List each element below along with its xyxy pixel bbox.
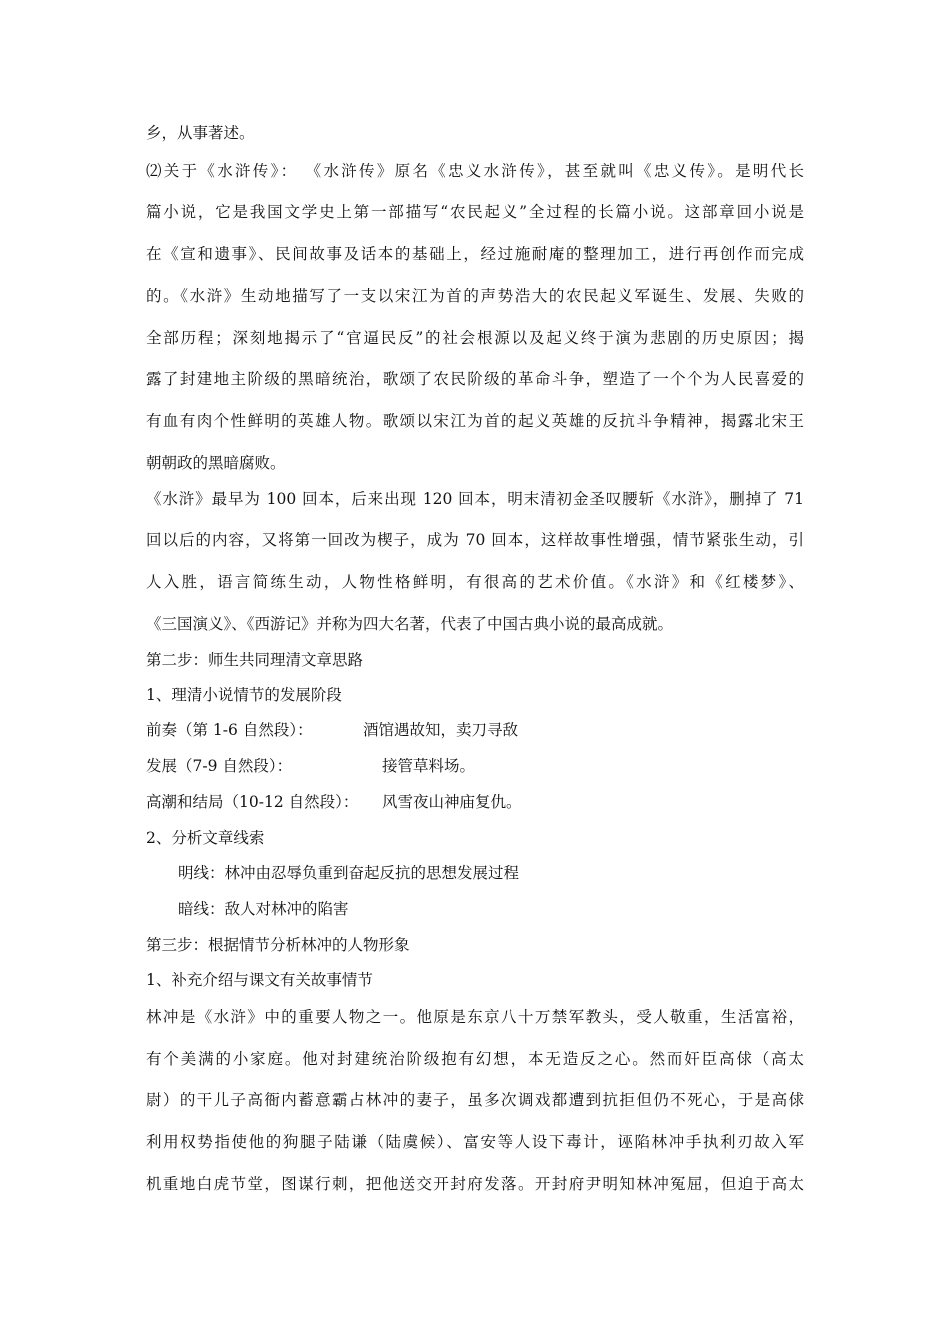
paragraph-line: 尉）的干儿子高衙内蓄意霸占林冲的妻子，虽多次调戏都遭到抗拒但仍不死心，于是高俅 [146,1091,804,1109]
stage-row [146,720,519,740]
paragraph-line: 朝朝政的黑暗腐败。 [146,454,286,472]
paragraph-line: 全部历程；深刻地揭示了“官逼民反”的社会根源以及起义终于演为悲剧的历史原因；揭 [146,329,804,347]
paragraph-line: 露了封建地主阶级的黑暗统治，歌颂了农民阶级的革命斗争，塑造了一个个为人民喜爱的 [146,370,804,388]
stage-row [146,756,476,776]
step3-heading: 第三步：根据情节分析林冲的人物形象 [146,936,410,954]
paragraph-line: 在《宣和遗事》、民间故事及话本的基础上，经过施耐庵的整理加工，进行再创作而完成 [146,245,804,263]
paragraph-line: 利用权势指使他的狗腿子陆谦（陆虞候）、富安等人设下毒计，诬陷林冲手执利刃故入军 [146,1133,804,1151]
paragraph-line: 机重地白虎节堂，图谋行刺，把他送交开封府发落。开封府尹明知林冲冤屈，但迫于高太 [146,1175,804,1193]
step2-heading: 第二步：师生共同理清文章思路 [146,651,364,669]
paragraph-line: 人入胜，语言简练生动，人物性格鲜明，有很高的艺术价值。《水浒》和《红楼梦》、 [146,573,804,591]
paragraph-line: 有个美满的小家庭。他对封建统治阶级抱有幻想，本无造反之心。然而奸臣高俅（高太 [146,1050,804,1068]
paragraph-line: 有血有肉个性鲜明的英雄人物。歌颂以宋江为首的起义英雄的反抗斗争精神，揭露北宋王 [146,412,804,430]
stage-content: 酒馆遇故知，卖刀寻敌 [363,721,519,739]
stage-content: 风雪夜山神庙复仇。 [382,793,522,811]
paragraph-line: 的。《水浒》生动地描写了一支以宋江为首的声势浩大的农民起义军诞生、发展、失败的 [146,287,804,305]
intro-tail: 乡，从事著述。 [146,124,255,142]
paragraph-line: ⑵关于《水浒传》： 《水浒传》原名《忠义水浒传》，甚至就叫《忠义传》。是明代长 [146,162,804,180]
paragraph-line: 《水浒》最早为 100 回本，后来出现 120 回本，明末清初金圣叹腰斩《水浒》，删掉了 71 [146,490,804,508]
step2-subheading-plot: 1、理清小说情节的发展阶段 [146,686,342,704]
paragraph-line: 林冲是《水浒》中的重要人物之一。他原是东京八十万禁军教头，受人敬重，生活富裕， [146,1008,804,1026]
stage-label: 高潮和结局（10-12 自然段）： [146,793,359,811]
paragraph-line: 回以后的内容，又将第一回改为楔子，成为 70 回本，这样故事性增强，情节紧张生动，引 [146,531,804,549]
step3-subheading: 1、补充介绍与课文有关故事情节 [146,971,373,989]
step2-subheading-clues: 2、分析文章线索 [146,829,265,847]
clue-explicit: 明线：林冲由忍辱负重到奋起反抗的思想发展过程 [178,864,520,882]
stage-label: 前奏（第 1-6 自然段）： [146,721,313,739]
clue-implicit: 暗线：敌人对林冲的陷害 [178,900,349,918]
paragraph-line: 篇小说，它是我国文学史上第一部描写“农民起义”全过程的长篇小说。这部章回小说是 [146,203,804,221]
stage-row [146,792,522,812]
paragraph-line: 《三国演义》、《西游记》并称为四大名著，代表了中国古典小说的最高成就。 [146,615,674,633]
stage-content: 接管草料场。 [382,757,476,775]
stage-label: 发展（7-9 自然段）： [146,757,293,775]
